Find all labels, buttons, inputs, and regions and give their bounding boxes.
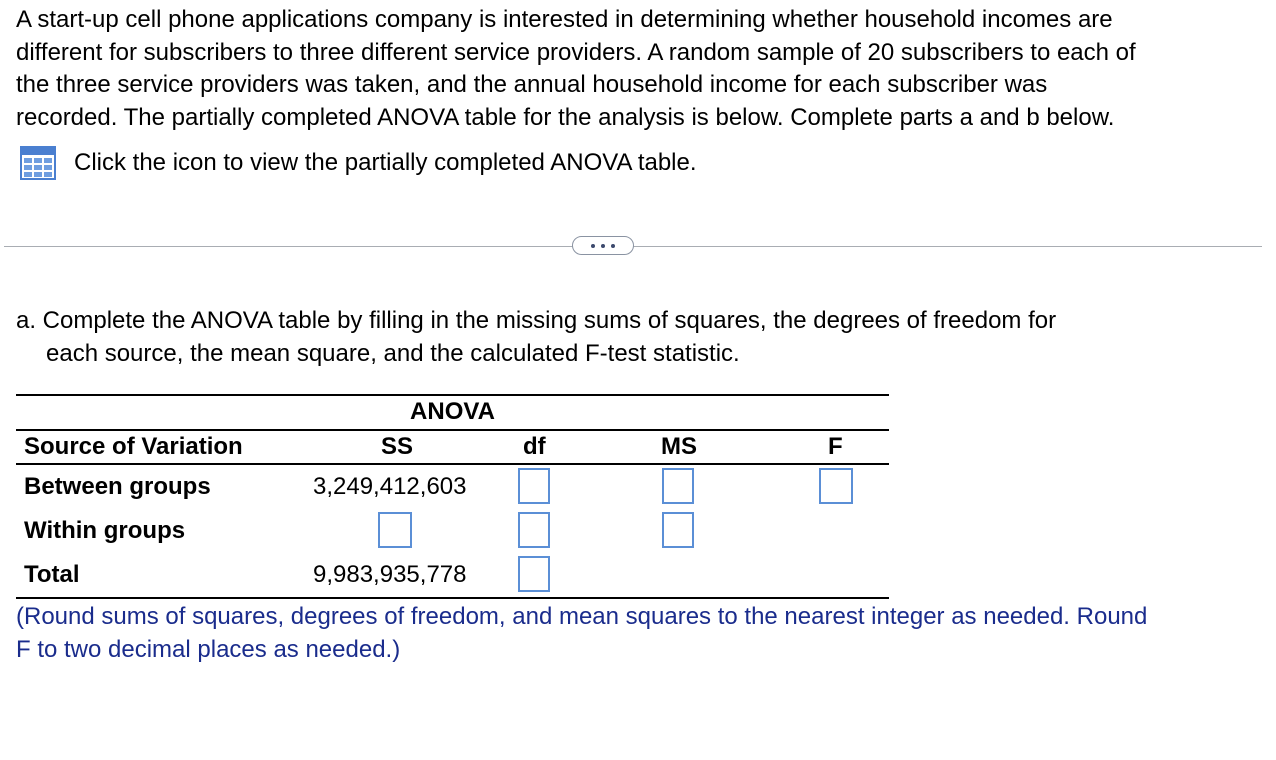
ellipsis-icon: [601, 244, 605, 248]
total-ss-value: 9,983,935,778: [313, 561, 467, 588]
header-ms: MS: [661, 433, 697, 460]
row-label-between-groups: Between groups: [24, 473, 211, 500]
rounding-line-2: F to two decimal places as needed.): [16, 636, 401, 663]
ellipsis-icon: [591, 244, 595, 248]
question-line-3: the three service providers was taken, and the annual household income for each subscriber was: [16, 71, 1048, 98]
header-ss: SS: [381, 433, 414, 460]
within-ms-input[interactable]: [662, 512, 694, 548]
view-table-link-text[interactable]: Click the icon to view the partially completed ANOVA table.: [74, 149, 697, 176]
table-grid-icon[interactable]: [20, 146, 56, 180]
show-more-button[interactable]: [572, 236, 634, 255]
part-a-line-2: each source, the mean square, and the calculated F-test statistic.: [46, 339, 740, 367]
anova-table-title: [16, 396, 889, 428]
between-f-input[interactable]: [819, 468, 853, 504]
rounding-instructions: [16, 600, 1256, 666]
within-ss-input[interactable]: [378, 512, 412, 548]
row-label-total: Total: [24, 561, 80, 588]
within-df-input[interactable]: [518, 512, 550, 548]
ellipsis-icon: [611, 244, 615, 248]
header-bottom-rule: [16, 463, 889, 465]
header-top-rule: [16, 429, 889, 431]
between-ss-value: 3,249,412,603: [313, 473, 467, 500]
header-source: Source of Variation: [24, 433, 243, 460]
question-line-1: A start-up cell phone applications company is interested in determining whether household incomes are: [16, 6, 1113, 33]
part-a-line-1: a. Complete the ANOVA table by filling in the missing sums of squares, the degrees of freedom for: [16, 307, 1057, 334]
question-text: [16, 4, 1256, 134]
table-bottom-rule: [16, 597, 889, 599]
question-line-4: recorded. The partially completed ANOVA table for the analysis is below. Complete parts a and b below.: [16, 103, 1115, 131]
anova-title-text: ANOVA: [410, 398, 495, 425]
header-df: df: [523, 433, 546, 460]
rounding-line-1: (Round sums of squares, degrees of freedom, and mean squares to the nearest integer as needed. Round: [16, 603, 1148, 630]
total-df-input[interactable]: [518, 556, 550, 592]
between-df-input[interactable]: [518, 468, 550, 504]
header-f: F: [828, 433, 843, 460]
view-anova-table-link[interactable]: [20, 146, 697, 180]
question-line-2: different for subscribers to three different service providers. A random sample of 20 subscribers to each of: [16, 38, 1136, 66]
row-label-within-groups: Within groups: [24, 517, 186, 544]
part-a-prompt: [16, 305, 1216, 370]
between-ms-input[interactable]: [662, 468, 694, 504]
